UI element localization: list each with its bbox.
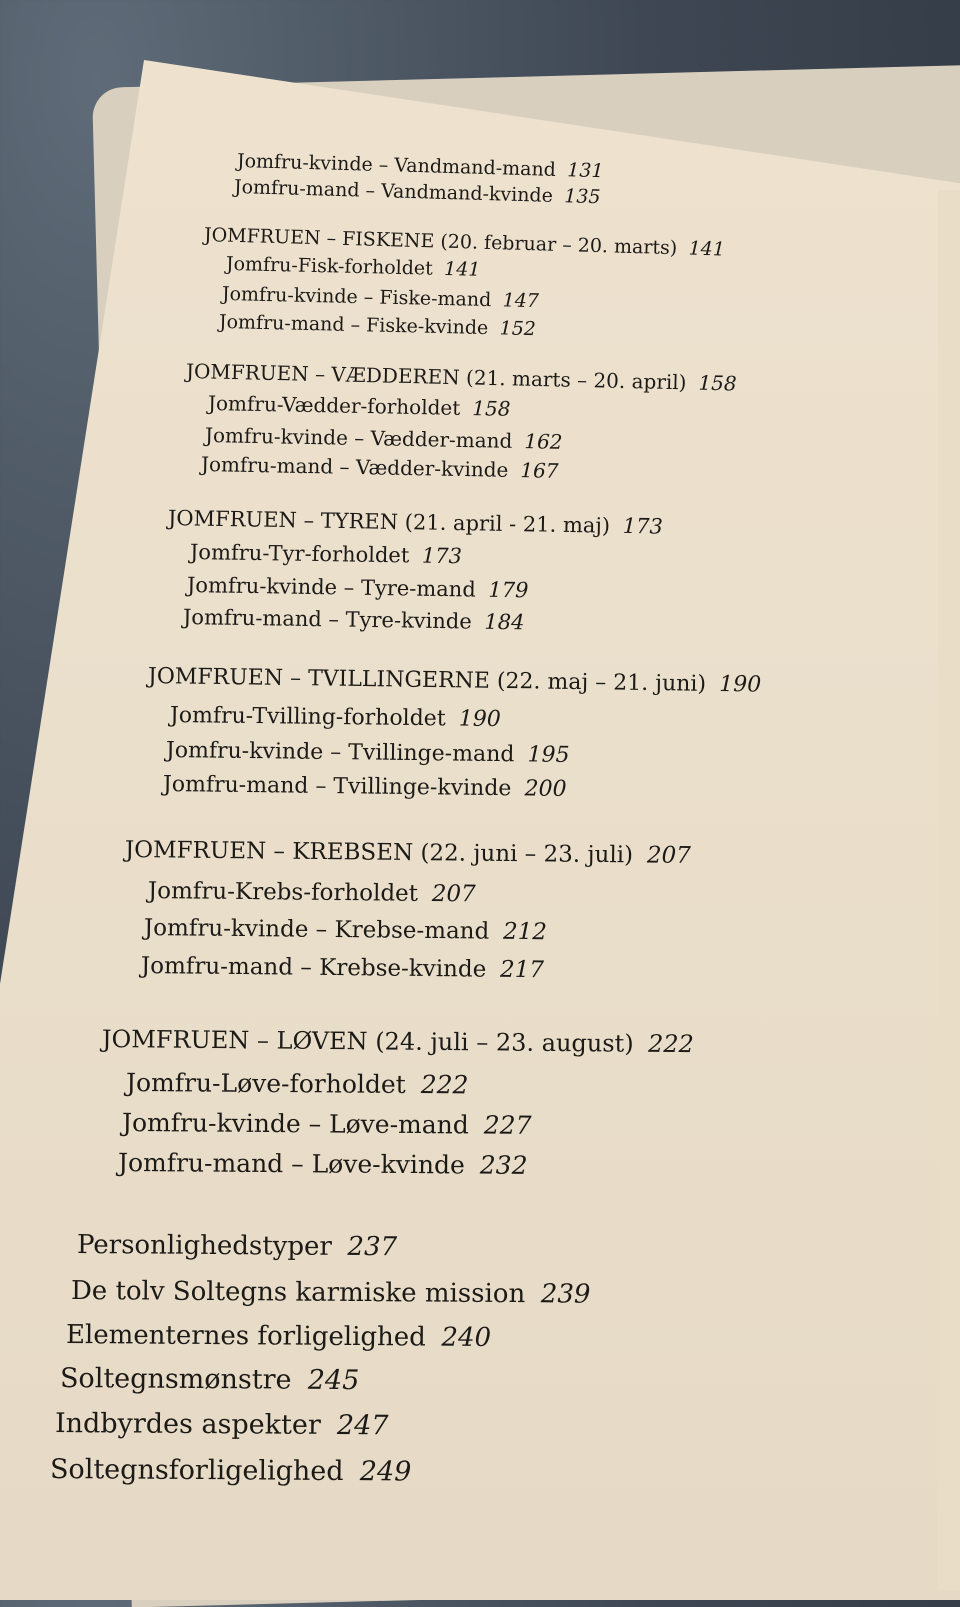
toc-entry: Jomfru-mand – Tyre-kvinde 184 (182, 605, 525, 635)
toc-page-number: 173 (622, 513, 664, 539)
toc-page-number: 158 (698, 370, 737, 396)
toc-page-number: 167 (520, 458, 559, 483)
toc-entry: Jomfru-Tyr-forholdet 173 (189, 540, 463, 569)
toc-page-number: 141 (688, 237, 726, 261)
toc-entry: Jomfru-kvinde – Tyre-mand 179 (186, 573, 529, 603)
toc-section-heading: JOMFRUEN – FISKENE (20. februar – 20. marts) 141 (203, 224, 726, 261)
toc-page-number: 207 (431, 880, 476, 908)
toc-page-number: 200 (524, 776, 567, 802)
toc-entry: Jomfru-mand – Fiske-kvinde 152 (218, 311, 537, 341)
toc-page-number: 247 (336, 1409, 389, 1442)
toc-entry: Jomfru-kvinde – Fiske-mand 147 (221, 283, 540, 313)
toc-page-number: 222 (420, 1070, 469, 1100)
toc-section-heading: JOMFRUEN – KREBSEN (22. juni – 23. juli) 207 (124, 837, 691, 869)
toc-appendix-entry: Indbyrdes aspekter 247 (54, 1408, 389, 1442)
toc-page-number: 217 (499, 956, 545, 984)
toc-page-number: 222 (647, 1029, 694, 1059)
toc-entry: Jomfru-mand – Krebse-kvinde 217 (140, 953, 545, 984)
toc-appendix-entry: Elementernes forligelighed 240 (65, 1320, 492, 1353)
toc-entry: Jomfru-kvinde – Vædder-mand 162 (204, 423, 563, 454)
toc-section-heading: JOMFRUEN – TYREN (21. april - 21. maj) 173 (167, 506, 664, 539)
toc-page-number: 190 (458, 706, 501, 733)
toc-page-number: 232 (479, 1150, 528, 1180)
toc-appendix-entry: Personlighedstyper 237 (76, 1230, 398, 1263)
toc-page-number: 158 (472, 396, 511, 421)
toc-entry: Jomfru-kvinde – Krebse-mand 212 (143, 915, 548, 946)
toc-entry: Jomfru-Løve-forholdet 222 (125, 1068, 469, 1100)
toc-page-number: 184 (484, 609, 525, 635)
toc-appendix-entry: Soltegnsforligelighed 249 (49, 1454, 412, 1488)
toc-section-heading: JOMFRUEN – VÆDDEREN (21. marts – 20. april) 158 (185, 359, 737, 396)
toc-entry: Jomfru-mand – Vædder-kvinde 167 (200, 452, 559, 483)
toc-page-number: 141 (443, 257, 481, 281)
toc-entry: Jomfru-mand – Tvillinge-kvinde 200 (162, 772, 567, 802)
toc-page-number: 147 (502, 289, 540, 313)
toc-page-number: 135 (563, 185, 601, 209)
toc-page-number: 212 (502, 918, 548, 946)
toc-entry: Jomfru-mand – Vandmand-kvinde 135 (233, 176, 601, 209)
toc-page-number: 239 (540, 1279, 591, 1310)
toc-section-heading: JOMFRUEN – TVILLINGERNE (22. maj – 21. juni) 190 (147, 664, 762, 698)
toc-page-number: 152 (499, 317, 537, 341)
toc-page-number: 245 (307, 1364, 360, 1397)
toc-entry: Jomfru-kvinde – Tvillinge-mand 195 (165, 738, 570, 768)
toc-page-number: 195 (527, 742, 570, 768)
toc-page-number: 190 (719, 671, 762, 698)
toc-section-heading: JOMFRUEN – LØVEN (24. juli – 23. august) 222 (101, 1025, 694, 1059)
toc-entry: Jomfru-kvinde – Løve-mand 227 (121, 1108, 532, 1140)
toc-entry: Jomfru-Vædder-forholdet 158 (207, 391, 511, 421)
toc-entry: Jomfru-kvinde – Vandmand-mand 131 (236, 150, 604, 183)
toc-page-number: 249 (359, 1456, 412, 1488)
toc-appendix-entry: Soltegnsmønstre 245 (59, 1363, 360, 1397)
toc-page-number: 237 (347, 1231, 398, 1263)
toc-page-number: 131 (566, 159, 604, 183)
toc-entry: Jomfru-Krebs-forholdet 207 (147, 878, 476, 908)
toc-entry: Jomfru-mand – Løve-kvinde 232 (117, 1148, 528, 1180)
toc-page-number: 240 (441, 1322, 492, 1353)
toc-appendix-entry: De tolv Soltegns karmiske mission 239 (70, 1276, 591, 1310)
toc-page-number: 173 (421, 543, 463, 569)
toc-page-number: 162 (524, 429, 563, 454)
toc-page-number: 227 (483, 1110, 532, 1140)
toc-entry: Jomfru-Tvilling-forholdet 190 (169, 703, 501, 733)
toc-page-number: 179 (488, 577, 529, 603)
toc-entry: Jomfru-Fisk-forholdet 141 (225, 253, 481, 281)
toc-page-number: 207 (646, 842, 691, 869)
